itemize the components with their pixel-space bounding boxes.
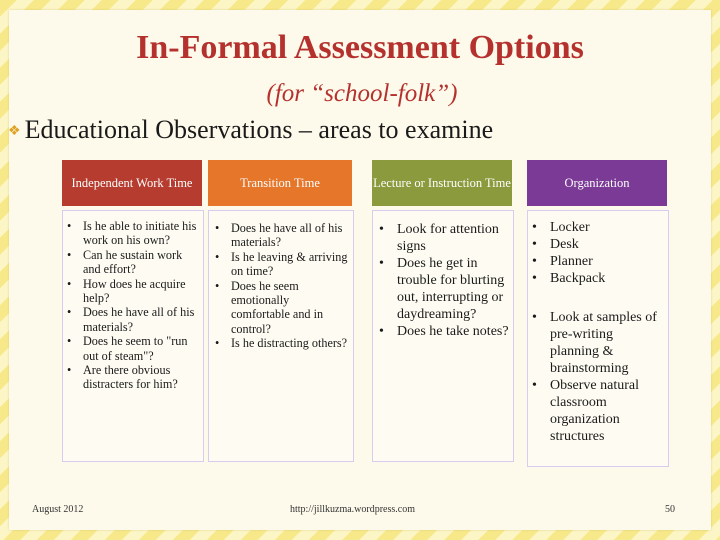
list-item: • Backpack: [532, 271, 606, 286]
column-header-independent-work: [62, 160, 202, 206]
footer-url: http://jillkuzma.wordpress.com: [290, 504, 415, 515]
column-header-label: Organization: [564, 175, 630, 190]
column-header-lecture-time: [372, 160, 512, 206]
list-item: • Is he distracting others?: [215, 336, 348, 351]
criteria-list: [373, 211, 513, 340]
criteria-list: [63, 211, 203, 392]
column-header-label: Transition Time: [240, 175, 320, 190]
column-header-label: Lecture or Instruction Time: [373, 175, 511, 190]
list-item: • Are there obvious distracters for him?: [67, 363, 178, 392]
slide-subtitle: (for “school-folk”): [266, 80, 458, 107]
slide-title: In-Formal Assessment Options: [136, 29, 584, 66]
criteria-list: [528, 211, 668, 287]
criteria-list: [528, 287, 668, 445]
bullet-icon: ❖: [8, 124, 21, 140]
column-header-transition-time: [208, 160, 352, 206]
section-heading: [8, 114, 708, 148]
section-heading-text: Educational Observations – areas to examine: [24, 115, 494, 144]
column-body-lecture-time: [372, 210, 514, 462]
column-body-independent-work: [62, 210, 204, 462]
list-item: • Does he seem emotionally comfortable and in control?: [215, 278, 324, 336]
list-item: • Look for attention signs: [379, 222, 499, 254]
footer-date: August 2012: [32, 504, 84, 515]
list-item: • Does he take notes?: [379, 324, 509, 339]
list-item: • Does he have all of his materials?: [67, 305, 195, 334]
list-item: • Does he get in trouble for blurting out, interrupting or daydreaming?: [379, 256, 505, 322]
list-item: • Desk: [532, 237, 579, 252]
list-item: • Observe natural classroom organization structures: [532, 378, 640, 444]
list-item: • Planner: [532, 254, 593, 269]
list-item: • How does he acquire help?: [67, 276, 186, 306]
list-item: • Look at samples of pre-writing planning & brainstorming: [532, 310, 657, 376]
list-item: • Is he able to initiate his work on his own?: [67, 219, 197, 248]
list-item: • Locker: [532, 220, 590, 235]
list-item: • Does he have all of his materials?: [215, 221, 343, 250]
column-body-organization: [527, 210, 669, 467]
column-body-transition-time: [208, 210, 354, 462]
column-header-label: Independent Work Time: [71, 175, 193, 190]
criteria-list: [209, 211, 353, 351]
list-item: • Does he seem to "run out of steam"?: [67, 334, 188, 363]
page-number: 50: [665, 504, 675, 515]
column-header-organization: [527, 160, 667, 206]
list-item: • Is he leaving & arriving on time?: [215, 249, 348, 279]
list-item: • Can he sustain work and effort?: [67, 247, 183, 277]
